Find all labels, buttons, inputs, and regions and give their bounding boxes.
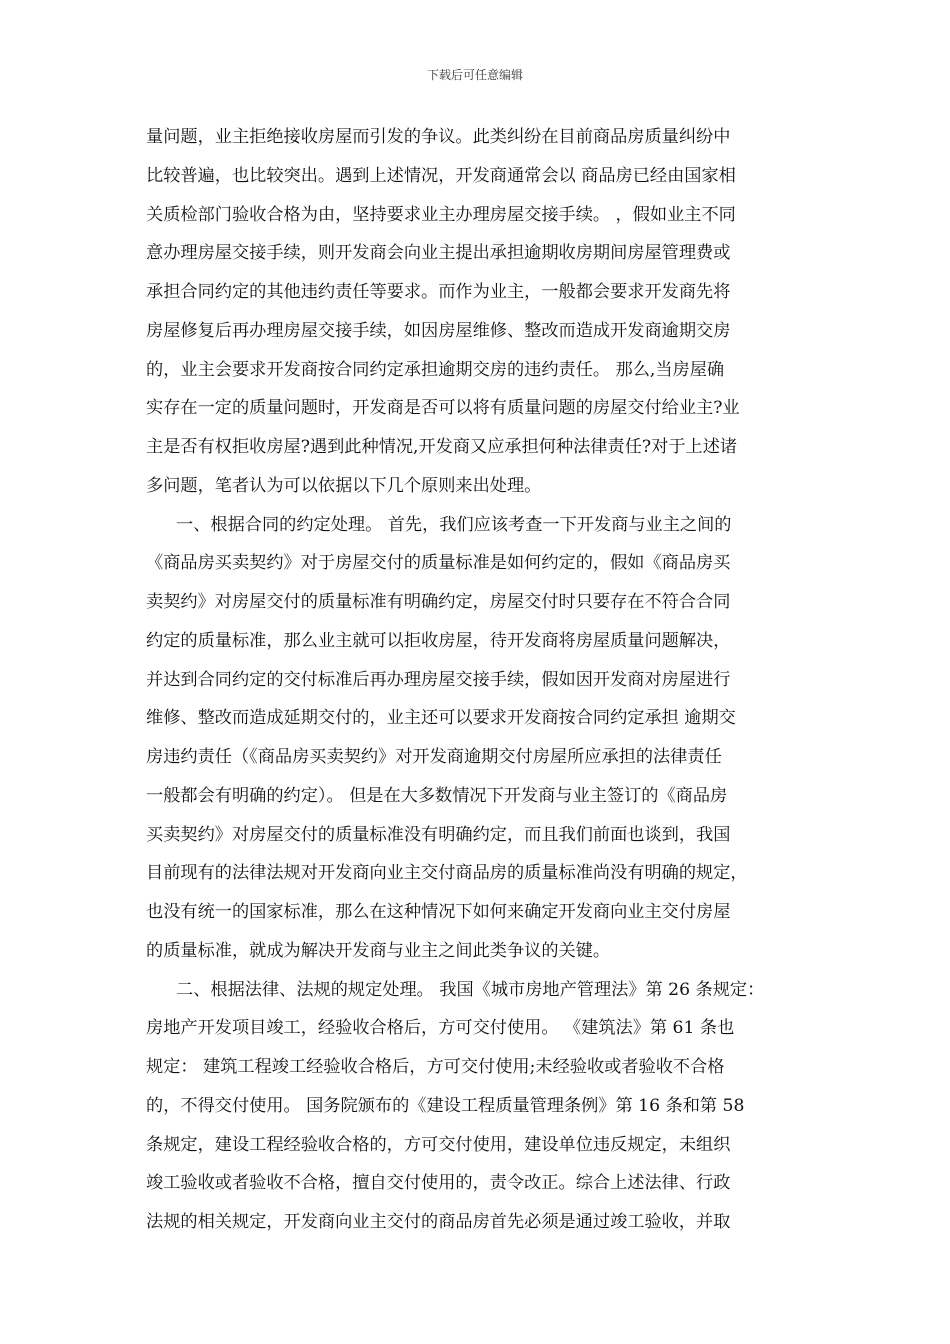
- text-line: 房地产开发项目竣工，经验收合格后，方可交付使用。 《建筑法》第 61 条也: [146, 1018, 735, 1039]
- text-line: 意办理房屋交接手续，则开发商会向业主提出承担逾期收房期间房屋管理费或: [146, 243, 731, 264]
- text-line: 的，不得交付使用。 国务院颁布的《建设工程质量管理条例》第 16 条和第 58: [146, 1095, 745, 1116]
- text-line: 买卖契约》对房屋交付的质量标准没有明确约定，而且我们前面也谈到，我国: [146, 824, 731, 845]
- page-header: 下载后可任意编辑: [426, 68, 523, 82]
- text-line: 竣工验收或者验收不合格，擅自交付使用的，责令改正。综合上述法律、行政: [146, 1173, 731, 1194]
- text-line: 的质量标准，就成为解决开发商与业主之间此类争议的关键。: [146, 940, 611, 961]
- text-line: 条规定，建设工程经验收合格的，方可交付使用，建设单位违反规定，未组织: [146, 1134, 731, 1155]
- text-line: 量问题，业主拒绝接收房屋而引发的争议。此类纠纷在目前商品房质量纠纷中: [146, 127, 731, 147]
- section-heading-line: 一、根据合同的约定处理。 首先，我们应该考查一下开发商与业主之间的: [176, 514, 732, 535]
- text-line: 房屋修复后再办理房屋交接手续，如因房屋维修、整改而造成开发商逾期交房: [146, 320, 731, 341]
- text-line: 的，业主会要求开发商按合同约定承担逾期交房的违约责任。 那么,当房屋确: [146, 359, 725, 380]
- text-line: 实存在一定的质量问题时，开发商是否可以将有质量问题的房屋交付给业主?业: [146, 398, 740, 419]
- text-line: 并达到合同约定的交付标准后再办理房屋交接手续，假如因开发商对房屋进行: [146, 669, 731, 690]
- text-line: 房违约责任（《商品房买卖契约》对开发商逾期交付房屋所应承担的法律责任: [146, 747, 722, 767]
- text-line: 法规的相关规定，开发商向业主交付的商品房首先必须是通过竣工验收，并取: [146, 1212, 731, 1232]
- text-line: 主是否有权拒收房屋?遇到此种情况,开发商又应承担何种法律责任?对于上述诸: [146, 437, 738, 457]
- text-line: 多问题，笔者认为可以依据以下几个原则来出处理。: [146, 475, 542, 496]
- text-line: 承担合同约定的其他违约责任等要求。而作为业主，一般都会要求开发商先将: [146, 282, 731, 302]
- document-body: [146, 118, 814, 1242]
- text-line: 《商品房买卖契约》对于房屋交付的质量标准是如何约定的，假如《商品房买: [146, 553, 731, 574]
- text-line: 也没有统一的国家标准，那么在这种情况下如何来确定开发商向业主交付房屋: [146, 902, 731, 922]
- section-heading-line: 二、根据法律、法规的规定处理。 我国《城市房地产管理法》第 26 条规定：: [176, 979, 765, 1000]
- text-line: 比较普遍，也比较突出。遇到上述情况，开发商通常会以 商品房已经由国家相: [146, 165, 736, 186]
- text-line: 目前现有的法律法规对开发商向业主交付商品房的质量标准尚没有明确的规定，: [146, 863, 748, 884]
- text-line: 维修、整改而造成延期交付的，业主还可以要求开发商按合同约定承担 逾期交: [146, 708, 736, 729]
- text-line: 一般都会有明确的约定）。 但是在大多数情况下开发商与业主签订的《商品房: [146, 785, 728, 806]
- text-line: 卖契约》对房屋交付的质量标准有明确约定，房屋交付时只要存在不符合合同: [146, 592, 731, 612]
- text-line: 约定的质量标准，那么业主就可以拒收房屋，待开发商将房屋质量问题解决，: [146, 630, 731, 651]
- text-line: 规定： 建筑工程竣工经验收合格后，方可交付使用;未经验收或者验收不合格: [146, 1057, 725, 1077]
- text-line: 关质检部门验收合格为由，坚持要求业主办理房屋交接手续。 ，假如业主不同: [146, 204, 736, 225]
